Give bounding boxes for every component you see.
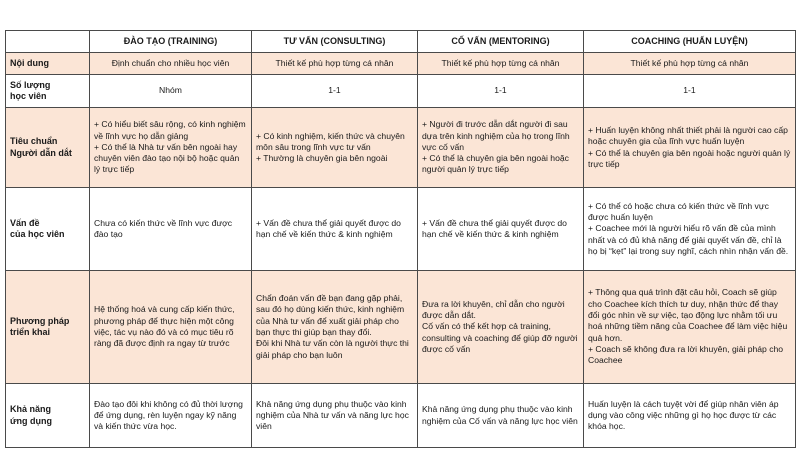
cell-text: + Vấn đề chưa thể giải quyết được do hạn chế về kiến thức & kinh nghiệm [256, 217, 401, 239]
cell-text: + Coachee mới là người hiểu rõ vấn đề của mình nhất và có đủ khả năng để giải quyết vấn đề, chỉ là họ bị “kẹt” lại trong suy nghĩ, cách nhìn nhận vấn đề. [588, 223, 789, 256]
cell-criteria-mentoring [418, 108, 584, 188]
row-label-learner-count [6, 75, 90, 108]
cell-problem-training [90, 188, 252, 271]
cell-text: Chưa có kiến thức về lĩnh vực được đào tạo [94, 217, 233, 239]
cell-text: Chẩn đoán vấn đề bạn đang gặp phải, sau đó họ dùng kiến thức, kinh nghiệm của Nhà tư vấn để xuất giải pháp cho bạn thực thi giúp bạn thay đổi. [256, 293, 405, 337]
cell-criteria-consulting [252, 108, 418, 188]
row-label-leader-criteria [6, 108, 90, 188]
cell-text: Thiết kế phù hợp từng cá nhân [630, 57, 749, 68]
cell-text: + Coach sẽ không đưa ra lời khuyên, giải pháp cho Coachee [588, 343, 784, 366]
header-row [6, 31, 796, 53]
cell-text: + Thường là chuyên gia bên ngoài [256, 153, 388, 164]
header-training: ĐÀO TẠO (TRAINING) [90, 31, 252, 53]
header-coaching: COACHING (HUẤN LUYỆN) [584, 31, 796, 53]
cell-text: Thiết kế phù hợp từng cá nhân [441, 57, 560, 68]
cell-text: 1-1 [328, 85, 341, 96]
cell-text: Khả năng ứng dụng phụ thuộc vào kinh nghiệm của Cố vấn và năng lực học viên [422, 404, 578, 426]
cell-problem-coaching [584, 188, 796, 271]
cell-content-training [90, 53, 252, 75]
cell-content-consulting [252, 53, 418, 75]
cell-text: + Có thể có hoặc chưa có kiến thức về lĩnh vực được huấn luyện [588, 200, 769, 223]
header-consulting: TƯ VẤN (CONSULTING) [252, 31, 418, 53]
cell-text: Định chuẩn cho nhiều học viên [111, 57, 230, 68]
cell-text: Đào tạo đôi khi không có đủ thời lượng để ứng dụng, rèn luyện ngay kỹ năng và kiến thức vừa học. [94, 398, 243, 432]
cell-text: + Vấn đề chưa thể giải quyết được do hạn chế về kiến thức & kinh nghiệm [422, 217, 567, 239]
header-mentoring: CỐ VẤN (MENTORING) [418, 31, 584, 53]
cell-text: + Có thể là chuyên gia bên ngoài hoặc người quản lý trực tiếp [588, 147, 791, 169]
cell-text: + Có hiểu biết sâu rộng, có kinh nghiệm về lĩnh vực họ dẫn giảng [94, 119, 246, 141]
cell-criteria-training [90, 108, 252, 188]
row-leader-criteria [6, 108, 796, 188]
cell-text: Huấn luyện là cách tuyệt vời để giúp nhân viên áp dụng vào công việc những gì họ học được từ các khóa học. [588, 398, 779, 432]
cell-method-training [90, 271, 252, 384]
row-applicability [6, 384, 796, 448]
cell-content-coaching [584, 53, 796, 75]
row-label-line: Vấn đề [10, 217, 40, 228]
row-label-line: Người dẫn dắt [10, 147, 72, 158]
cell-text: + Có thể là Nhà tư vấn bên ngoài hay chuyên viên đào tạo nội bộ hoặc quản lý trực tiếp [94, 141, 240, 175]
header-corner [6, 31, 90, 53]
row-content [6, 53, 796, 75]
cell-apply-coaching [584, 384, 796, 448]
row-label-line: Số lượng [10, 79, 51, 90]
row-label-content [6, 53, 90, 75]
row-label-line: Phương pháp [10, 315, 70, 326]
cell-method-mentoring [418, 271, 584, 384]
cell-count-training [90, 75, 252, 108]
cell-method-consulting [252, 271, 418, 384]
cell-problem-consulting [252, 188, 418, 271]
cell-text: Cố vấn có thể kết hợp cả training, consulting và coaching để giúp đỡ người được cố vấn [422, 321, 578, 354]
cell-problem-mentoring [418, 188, 584, 271]
row-label-learner-problem [6, 188, 90, 271]
row-label-line: học viên [10, 91, 47, 101]
cell-apply-mentoring [418, 384, 584, 448]
row-learner-problem [6, 188, 796, 271]
row-label-line: ứng dụng [10, 415, 53, 426]
cell-text: Hệ thống hoá và cung cấp kiến thức, phương pháp để thực hiện một công việc, tác vụ nào đó và có mục tiêu rõ ràng đã được định ra ngay từ trước [94, 304, 235, 349]
cell-text: + Có kinh nghiệm, kiến thức và chuyên môn sâu trong lĩnh vực tư vấn [256, 130, 405, 152]
cell-text: + Thông qua quá trình đặt câu hỏi, Coach sẽ giúp cho Coachee kích thích tư duy, nhận thức để thay đổi góc nhìn về sự việc, tạo động lực nhằm tối ưu hoá những tiềm năng của Coachee để làm việc hiệu quả hơn. [588, 287, 788, 343]
cell-text: Đôi khi Nhà tư vấn còn là người thực thi giải pháp cho bạn luôn [256, 338, 409, 360]
row-label-method [6, 271, 90, 384]
row-label-line: Khả năng [10, 404, 52, 415]
row-method [6, 271, 796, 384]
cell-count-consulting [252, 75, 418, 108]
cell-method-coaching [584, 271, 796, 384]
cell-apply-consulting [252, 384, 418, 448]
cell-text: + Huấn luyện không nhất thiết phải là người cao cấp hoặc chuyên gia của lĩnh vực huấn luyện [588, 124, 788, 147]
cell-text: Nhóm [159, 85, 182, 96]
cell-content-mentoring [418, 53, 584, 75]
cell-text: 1-1 [683, 85, 696, 96]
comparison-table [5, 30, 796, 448]
cell-text: 1-1 [494, 85, 507, 96]
row-label-line: triển khai [10, 327, 51, 337]
row-label-line: Nội dung [10, 57, 49, 68]
cell-text: + Có thể là chuyên gia bên ngoài hoặc người quản lý trực tiếp [422, 153, 569, 175]
cell-text: + Người đi trước dẫn dắt người đi sau dựa trên kinh nghiệm của họ trong lĩnh vực cố vấn [422, 119, 570, 152]
cell-criteria-coaching [584, 108, 796, 188]
cell-text: Thiết kế phù hợp từng cá nhân [275, 57, 394, 68]
row-label-line: Tiêu chuẩn [10, 136, 58, 147]
cell-text: Khả năng ứng dụng phụ thuộc vào kinh nghiệm của Nhà tư vấn và năng lực học viên [256, 398, 409, 432]
row-label-applicability [6, 384, 90, 448]
cell-count-mentoring [418, 75, 584, 108]
row-label-line: của học viên [10, 229, 65, 239]
cell-apply-training [90, 384, 252, 448]
row-learner-count [6, 75, 796, 108]
cell-text: Đưa ra lời khuyên, chỉ dẫn cho người được dẫn dắt. [422, 298, 565, 321]
cell-count-coaching [584, 75, 796, 108]
